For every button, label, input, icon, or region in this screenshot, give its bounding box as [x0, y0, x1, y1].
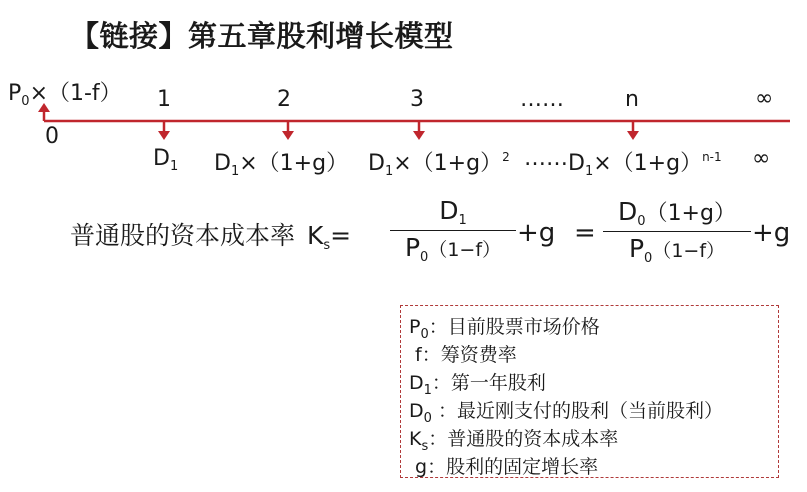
dividend-label-1: $D_1$ — [153, 146, 179, 174]
legend-row-d0: $D_0$ ：最近刚支付的股利（当前股利） — [409, 400, 723, 426]
period-label-3: 3 — [410, 87, 424, 112]
arrow-down-icon — [627, 131, 639, 140]
fraction-1-numerator: $D_1$ — [439, 196, 467, 228]
ks-symbol: $K_s$ — [306, 221, 331, 253]
period-zero-label: 0 — [45, 124, 59, 149]
period-label-2: 2 — [277, 87, 291, 112]
fraction-2-bar — [603, 231, 751, 232]
fraction-1-bar — [390, 230, 516, 231]
legend-row-d1: $D_1$：第一年股利 — [409, 372, 546, 398]
dividend-label-infinity: ∞ — [752, 146, 771, 171]
formula-fraction-2 — [603, 196, 751, 266]
period-label-ellipsis: …… — [520, 87, 564, 112]
formula-equals-2: = — [574, 218, 596, 248]
fraction-2-denominator: $P_0(1-f)$ — [628, 234, 726, 266]
legend-row-f: f：筹资费率 — [415, 344, 517, 366]
formula-fraction-1 — [390, 196, 516, 265]
dividend-arrow-n — [627, 121, 639, 140]
dividend-label-ellipsis: …… — [524, 146, 568, 171]
dividend-label-2: $D_1\times(1+g)$ — [214, 151, 349, 179]
formula-label: 普通股的资本成本率 $K_s=$ — [70, 221, 352, 253]
dividend-label-n: $D_1\times(1+g)^{n-1}$ — [568, 150, 722, 179]
fraction-2-numerator: $D_0(1+g)$ — [618, 197, 736, 229]
legend-row-g: g：股利的固定增长率 — [415, 456, 599, 478]
start-value-label: $P_0\times(1-f)$ — [8, 81, 122, 109]
legend-row-ks: $K_s$：普通股的资本成本率 — [409, 428, 619, 454]
legend-box — [400, 305, 779, 478]
arrow-down-icon — [282, 131, 294, 140]
formula-plus-g-2: +g — [752, 218, 791, 248]
dividend-arrow-3 — [413, 121, 425, 140]
dividend-arrow-2 — [282, 121, 294, 140]
arrow-down-icon — [413, 131, 425, 140]
period-label-1: 1 — [157, 87, 171, 112]
fraction-1-denominator: $P_0(1-f)$ — [404, 233, 502, 265]
legend-row-p0: $P_0$：目前股票市场价格 — [409, 316, 600, 342]
formula-plus-g-1: +g — [517, 218, 556, 248]
period-label-n: n — [625, 87, 639, 112]
page-title: 【链接】第五章股利增长模型 — [70, 19, 454, 53]
period-label-infinity: ∞ — [755, 86, 774, 111]
arrow-down-icon — [158, 131, 170, 140]
dividend-arrow-1 — [158, 121, 170, 140]
dividend-label-3: $D_1\times(1+g)^2$ — [368, 150, 510, 179]
